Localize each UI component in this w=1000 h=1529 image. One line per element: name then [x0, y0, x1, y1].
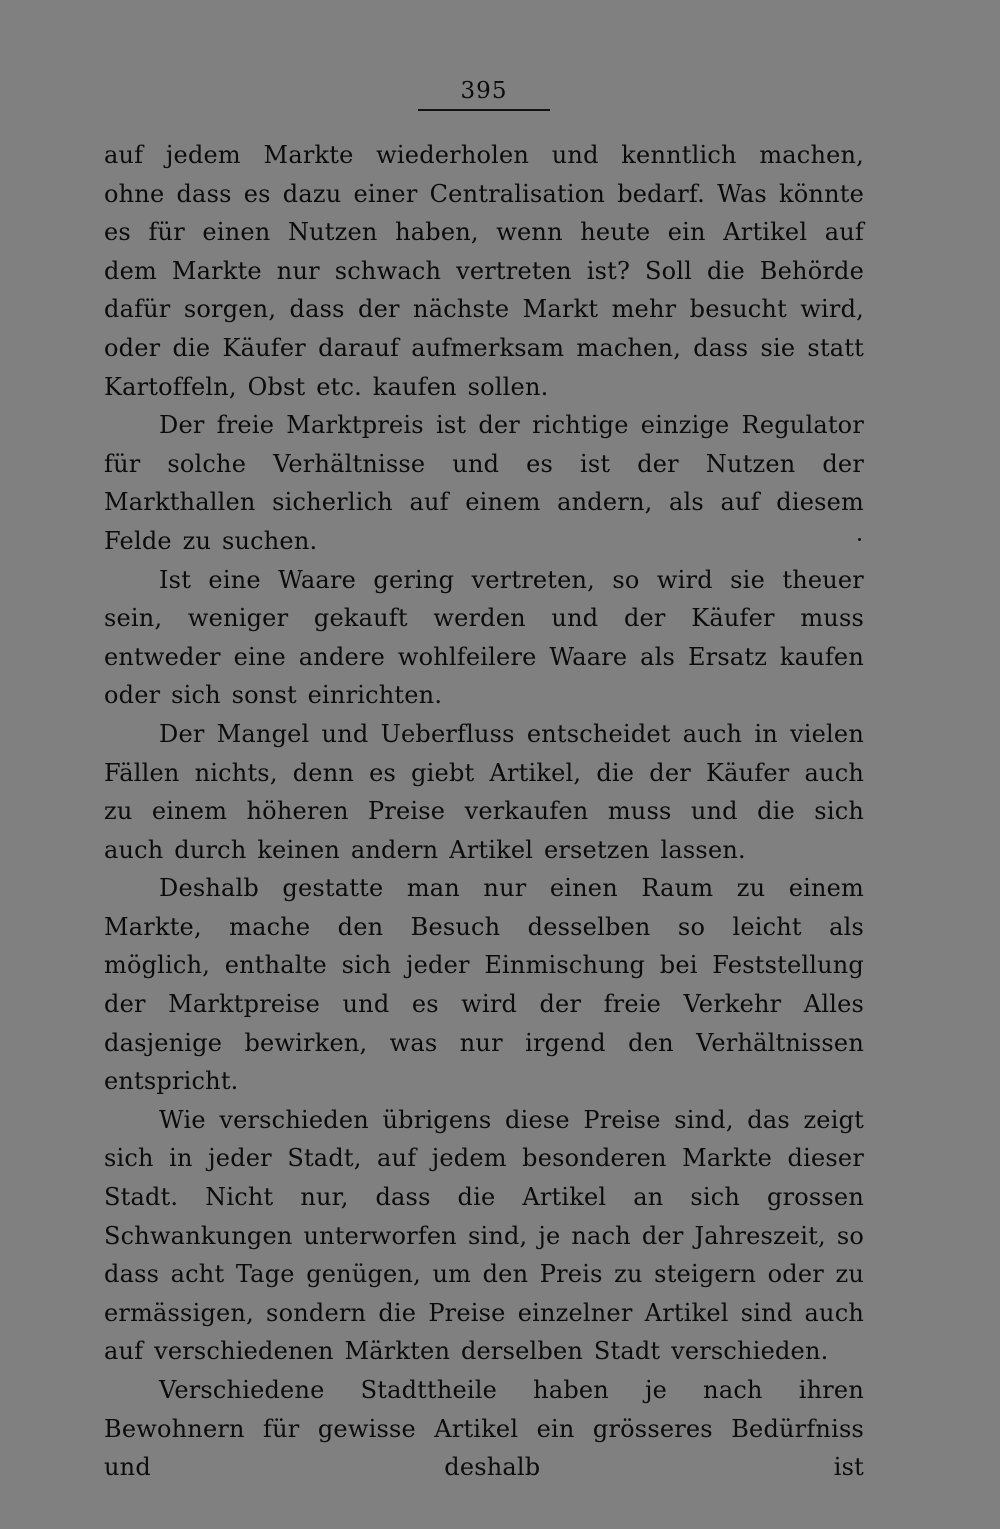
paragraph-2: Der freie Marktpreis ist der richtige einzige Regulator für solche Verhältnisse und es ist der Nutzen der Markthallen sicherlich auf einem andern, als auf diesem Felde zu suchen. [104, 411, 864, 555]
paragraph-5: Deshalb gestatte man nur einen Raum zu einem Markte, mache den Besuch desselben so leicht als möglich, enthalte sich jeder Einmischung bei Feststellung der Marktpreise und es wird der freie Verkehr Alles dasjenige bewirken, was nur irgend den Verhältnissen entspricht. [104, 874, 864, 1096]
paragraph-4: Der Mangel und Ueberfluss entscheidet auch in vielen Fällen nichts, denn es giebt Artikel, die der Käufer auch zu einem höheren Preise verkaufen muss und die sich auch durch keinen andern Artikel ersetzen lassen. [104, 719, 864, 864]
paragraph-1: auf jedem Markte wiederholen und kenntlich machen, ohne dass es dazu einer Centralisation bedarf. Was könnte es für einen Nutzen haben, wenn heute ein Artikel auf dem Markte nur schwach vertreten ist? Soll die Behörde dafür sorgen, dass der nächste Markt mehr besucht wird, oder die Käufer darauf aufmerksam machen, dass sie statt Kartoffeln, Obst etc. kaufen sollen. [104, 141, 864, 401]
page-number: 395 [460, 78, 508, 104]
header-rule [418, 109, 550, 111]
body-text [104, 136, 864, 1487]
print-speck [858, 538, 861, 541]
paragraph-3: Ist eine Waare gering vertreten, so wird sie theuer sein, weniger gekauft werden und der Käufer muss entweder eine andere wohlfeilere Waare als Ersatz kaufen oder sich sonst einrichten. [104, 565, 864, 710]
paragraph-6: Wie verschieden übrigens diese Preise sind, das zeigt sich in jeder Stadt, auf jedem besonderen Markte dieser Stadt. Nicht nur, dass die Artikel an sich grossen Schwankungen unterworfen sind, je nach der Jahreszeit, so dass acht Tage genügen, um den Preis zu steigern oder zu ermässigen, sondern die Preise einzelner Artikel sind auch auf verschiedenen Märkten derselben Stadt verschieden. [104, 1105, 864, 1366]
paragraph-7: Verschiedene Stadttheile haben je nach ihren Bewohnern für gewisse Artikel ein grösseres Bedürfniss und deshalb ist [104, 1376, 864, 1482]
